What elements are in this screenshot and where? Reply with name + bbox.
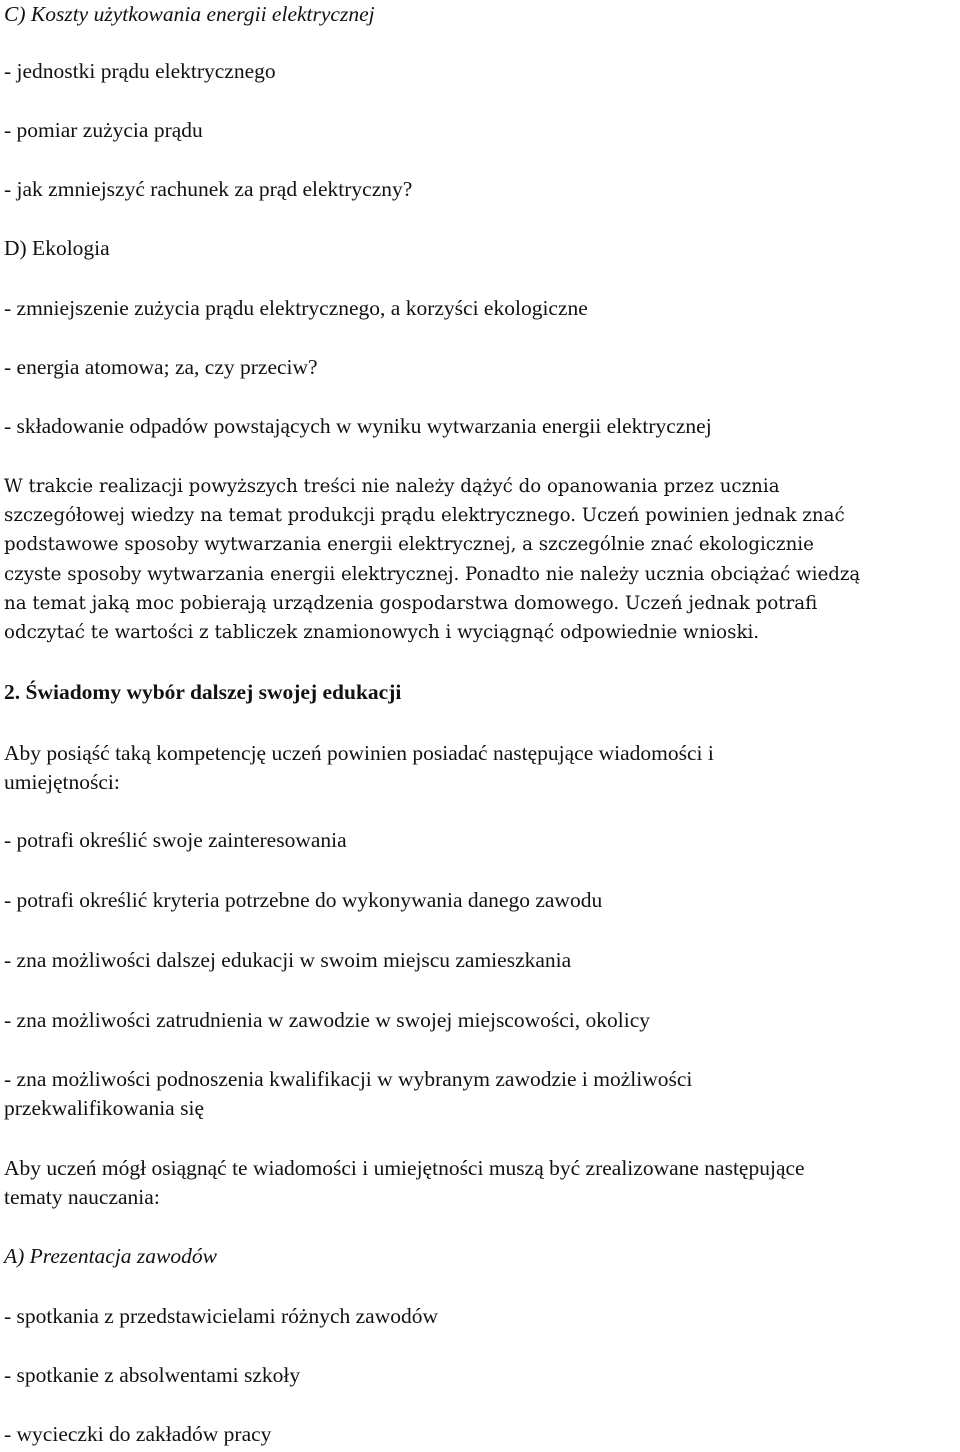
note-paragraph xyxy=(4,472,959,647)
paragraph-line: odczytać te wartości z tabliczek znamionowych i wyciągnąć odpowiednie wnioski. xyxy=(4,622,760,644)
list-item: - energia atomowa; za, czy przeciw? xyxy=(4,355,318,379)
list-item: - wycieczki do zakładów pracy xyxy=(4,1422,272,1446)
paragraph-line: W trakcie realizacji powyższych treści nie należy dążyć do opanowania przez ucznia xyxy=(4,476,780,497)
list-item: - składowanie odpadów powstających w wyniku wytwarzania energii elektrycznej xyxy=(4,414,712,438)
list-item: - potrafi określić swoje zainteresowania xyxy=(4,828,347,852)
intro-line: umiejętności: xyxy=(4,770,120,794)
list-item: - zna możliwości dalszej edukacji w swoim miejscu zamieszkania xyxy=(4,948,572,972)
list-item: - pomiar zużycia prądu xyxy=(4,118,203,142)
paragraph-line: czyste sposoby wytwarzania energii elektrycznej. Ponadto nie należy ucznia obciążać wiedzą xyxy=(4,563,861,585)
list-item: - spotkania z przedstawicielami różnych zawodów xyxy=(4,1304,439,1328)
list-item: - zna możliwości podnoszenia kwalifikacji w wybranym zawodzie i możliwości xyxy=(4,1067,693,1091)
list-item: - potrafi określić kryteria potrzebne do wykonywania danego zawodu xyxy=(4,888,603,912)
list-item: - zmniejszenie zużycia prądu elektrycznego, a korzyści ekologiczne xyxy=(4,296,588,320)
paragraph-line: szczegółowej wiedzy na temat produkcji prądu elektrycznego. Uczeń powinien jednak znać xyxy=(4,505,845,527)
section-c-heading: C) Koszty użytkowania energii elektrycznej xyxy=(4,2,375,26)
topics-intro-line: Aby uczeń mógł osiągnąć te wiadomości i umiejętności muszą być zrealizowane następujące xyxy=(4,1156,805,1180)
list-item: - jednostki prądu elektrycznego xyxy=(4,59,276,83)
section-a-heading: A) Prezentacja zawodów xyxy=(4,1244,217,1268)
intro-line: Aby posiąść taką kompetencję uczeń powinien posiadać następujące wiadomości i xyxy=(4,741,714,765)
paragraph-line: podstawowe sposoby wytwarzania energii elektrycznej, a szczególnie znać ekologicznie xyxy=(4,534,814,556)
section-d-heading: D) Ekologia xyxy=(4,236,110,260)
list-item: - jak zmniejszyć rachunek za prąd elektryczny? xyxy=(4,177,413,201)
topics-intro-line: tematy nauczania: xyxy=(4,1185,160,1209)
list-item-continuation: przekwalifikowania się xyxy=(4,1096,204,1120)
list-item: - zna możliwości zatrudnienia w zawodzie w swojej miejscowości, okolicy xyxy=(4,1008,650,1032)
paragraph-line: na temat jaką moc pobierają urządzenia gospodarstwa domowego. Uczeń jednak potrafi xyxy=(4,592,818,614)
section-2-heading: 2. Świadomy wybór dalszej swojej edukacji xyxy=(4,680,402,704)
list-item: - spotkanie z absolwentami szkoły xyxy=(4,1363,301,1387)
